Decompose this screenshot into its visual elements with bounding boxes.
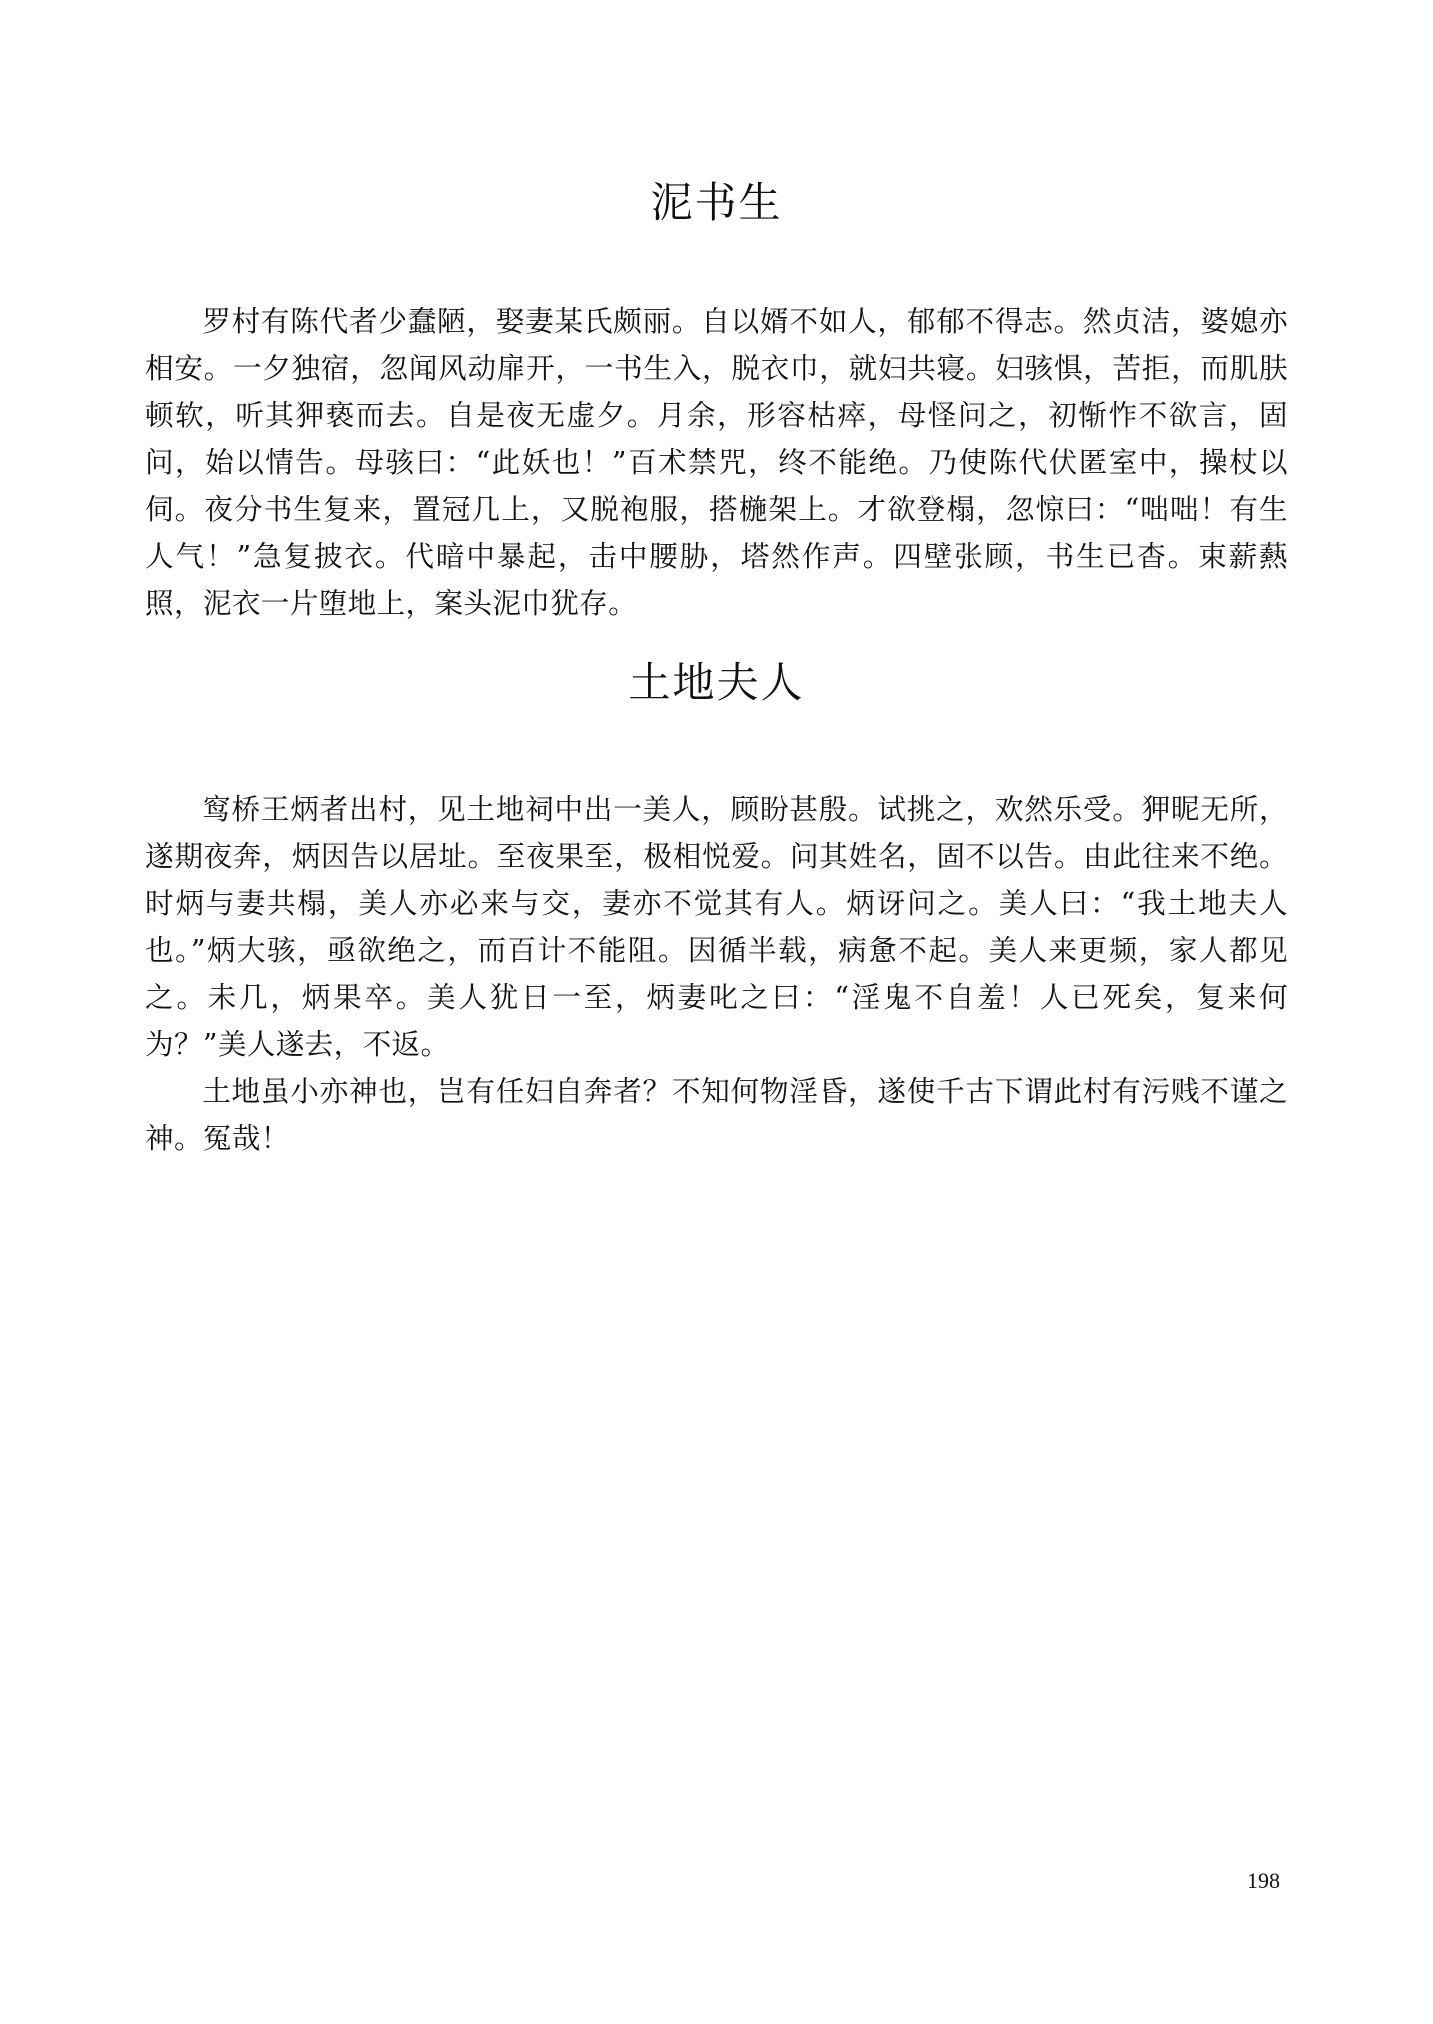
story-title: 土地夫人 [628,658,805,707]
story-body [145,298,1288,627]
story-body [145,786,1288,1162]
paragraph: 窎桥王炳者出村，见土地祠中出一美人，顾盼甚殷。试挑之，欢然乐受。狎昵无所，遂期夜奔，炳因告以居址。至夜果至，极相悦爱。问其姓名，固不以告。由此往来不绝。时炳与妻共榻，美人亦必来与交，妻亦不觉其有人。炳讶问之。美人曰：“我土地夫人也。”炳大骇，亟欲绝之，而百计不能阻。因循半载，病惫不起。美人来更频，家人都见之。未几，炳果卒。美人犹日一至，炳妻叱之曰：“淫鬼不自羞！人已死矣，复来何为？”美人遂去，不返。 [145,792,1288,1061]
story-earth-goddess [145,650,1288,1162]
paragraph: 罗村有陈代者少蠢陋，娶妻某氏颇丽。自以婿不如人，郁郁不得志。然贞洁，婆媳亦相安。一夕独宿，忽闻风动扉开，一书生入，脱衣巾，就妇共寝。妇骇惧，苦拒，而肌肤顿软，听其狎亵而去。自是夜无虚夕。月余，形容枯瘁，母怪问之，初惭怍不欲言，固问，始以情告。母骇曰：“此妖也！”百术禁咒，终不能绝。乃使陈代伏匿室中，操杖以伺。夜分书生复来，置冠几上，又脱袍服，搭椸架上。才欲登榻，忽惊曰：“咄咄！有生人气！”急复披衣。代暗中暴起，击中腰胁，塔然作声。四壁张顾，书生已杳。束薪爇照，泥衣一片堕地上，案头泥巾犹存。 [145,304,1288,620]
story-mud-scholar [145,170,1288,627]
story-title: 泥书生 [650,178,783,227]
paragraph: 土地虽小亦神也，岂有任妇自奔者？不知何物淫昏，遂使千古下谓此村有污贱不谨之神。冤哉！ [145,1074,1288,1155]
page-number: 198 [1247,1868,1280,1893]
